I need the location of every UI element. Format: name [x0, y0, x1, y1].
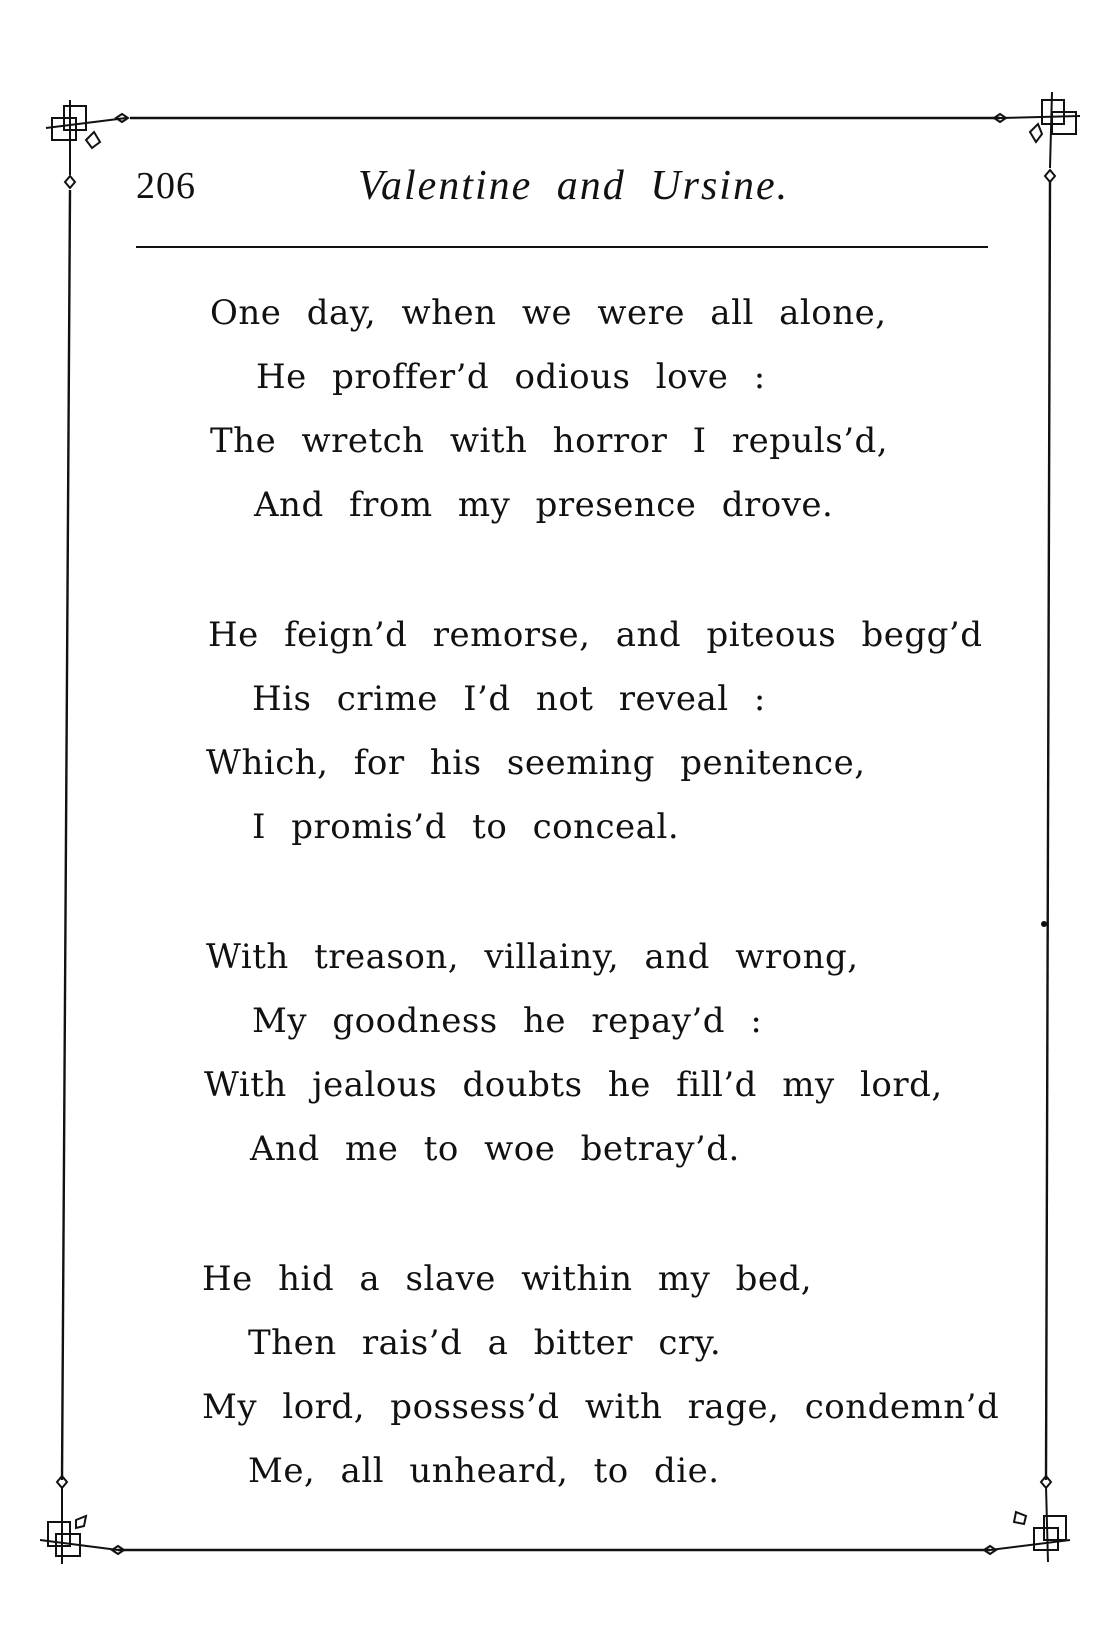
- poem-line: The wretch with horror I repuls’d,: [210, 421, 889, 461]
- poem-line: And me to woe betray’d.: [250, 1129, 740, 1169]
- poem-line: With jealous doubts he fill’d my lord,: [204, 1065, 943, 1105]
- poem-line: Which, for his seeming penitence,: [206, 743, 866, 783]
- poem-line: He feign’d remorse, and piteous begg’d: [208, 615, 983, 655]
- running-title: Valentine and Ursine.: [358, 163, 790, 209]
- page-number: 206: [136, 165, 196, 207]
- poem-line: My goodness he repay’d :: [252, 1001, 763, 1041]
- poem-line: Then rais’d a bitter cry.: [248, 1323, 722, 1363]
- poem-line: Me, all unheard, to die.: [248, 1451, 720, 1491]
- print-speck: [1041, 921, 1047, 927]
- poem-line: He hid a slave within my bed,: [202, 1259, 813, 1299]
- poem-line: And from my presence drove.: [254, 485, 834, 525]
- poem-line: I promis’d to conceal.: [252, 807, 680, 847]
- poem-line: His crime I’d not reveal :: [252, 679, 766, 719]
- poem-line: One day, when we were all alone,: [210, 293, 887, 333]
- poem-line: My lord, possess’d with rage, condemn’d: [202, 1387, 1000, 1427]
- poem-line: He proffer’d odious love :: [256, 357, 766, 397]
- poem-line: With treason, villainy, and wrong,: [206, 937, 859, 977]
